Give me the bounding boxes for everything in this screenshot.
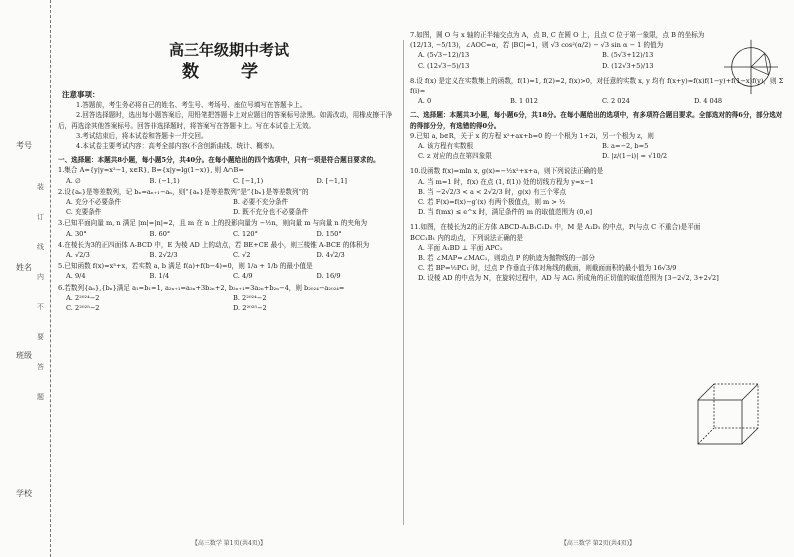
- option-a: A. (5√3−12)/13: [418, 51, 470, 60]
- option-d: D. 2²⁰²⁵−2: [233, 304, 267, 313]
- option-a: A. √2/3: [66, 251, 90, 260]
- class-label: 班级: [16, 351, 32, 360]
- question-options: [66, 293, 400, 313]
- unit-circle-figure: [722, 38, 780, 96]
- option-b: B. 1 012: [510, 97, 538, 106]
- option-c: C. 4/9: [233, 272, 253, 281]
- option-c: C. 2²⁰²⁵−2: [66, 304, 100, 313]
- option-c: C. 2 024: [602, 97, 630, 106]
- option-b: B. 60°: [149, 229, 171, 238]
- page-footer: 【高三数学 第1页(共4页)】: [191, 539, 267, 547]
- seal-char: 要: [37, 333, 44, 341]
- seal-char: 不: [37, 303, 44, 311]
- question-options: [66, 271, 400, 281]
- notice-heading: 注意事项：: [62, 90, 100, 99]
- notice-block: [58, 100, 400, 151]
- option-b: B. 必要不充分条件: [233, 198, 289, 207]
- seal-char: 答: [37, 363, 44, 371]
- subject-title: 数 学: [182, 62, 276, 82]
- option-a: A. 2²⁰²⁴−2: [66, 293, 100, 302]
- option-b: B. a=−2, b=5: [602, 142, 649, 151]
- option-a: A. 平面 A₁BD ⊥ 平面 APC₁: [418, 243, 503, 252]
- cube-figure: [692, 378, 764, 450]
- binding-line: [50, 0, 51, 557]
- option-a: A. 9/4: [66, 272, 86, 281]
- seal-char: 订: [37, 213, 44, 221]
- option-d: D. 4 048: [694, 97, 723, 106]
- page-footer: 【高三数学 第2页(共4页)】: [560, 539, 636, 547]
- option-b: B. 2²⁰²⁴−2: [233, 293, 267, 302]
- option-c: C. 若 BP=½PC₁ 时，过点 P 作垂直于体对角线的截面，则截面面积的最小值为 16√3/9: [418, 264, 677, 273]
- option-d: D. (12√3+5)/13: [602, 61, 654, 70]
- seal-char: 线: [37, 243, 44, 251]
- binding-strip: [0, 0, 62, 557]
- exam-title: 高三年级期中考试: [168, 41, 289, 59]
- q9-options: [418, 141, 786, 161]
- option-a: A. 当 m=1 时，f(x) 在点 (1, f(1)) 处的切线方程为 y=x−1: [418, 177, 594, 186]
- question-stem: 6.若数列{aₙ},{bₙ}满足 a₁=b₁=1, a₂ₙ₊₁=a₂ₙ+3b₂ₙ+2, b₂ₙ₊₁=3a₂ₙ+b₂ₙ−4，则 b₂₀₂₄−a₂₀₂₄=: [58, 283, 345, 292]
- notice-item: 4.本试卷主要考试内容：高考全部内容(不含创新曲线、统计、概率)。: [76, 142, 279, 151]
- question-stem: 2.设{aₙ}是等差数列，记 bₙ=aₙ₊₁−aₙ，则“{aₙ}是等差数列”是“{bₙ}是等差数列”的: [58, 187, 309, 196]
- seal-char: 题: [37, 393, 44, 401]
- question-list: [58, 165, 400, 313]
- seal-char: 装: [37, 183, 44, 191]
- name-label: 姓名: [16, 263, 32, 272]
- option-b: B. 若 ∠MAP=∠MAC₁，则动点 P 的轨迹为抛物线的一部分: [418, 254, 595, 263]
- option-d: D. 当 f(mx) ≤ e^x 时，满足条件的 m 的取值范围为 (0,e]: [418, 208, 593, 217]
- option-d: D. |z/(1−i)| = √10/2: [602, 152, 668, 161]
- question-stem: 9.已知 a, b∈R，关于 x 的方程 x²+ax+b=0 的一个根为 1+2i，另一个根为 z，则: [410, 131, 654, 140]
- question-stem: 5.已知函数 f(x)=x³+x，若实数 a, b 满足 f(a)+f(b−4)=0，则 1/a + 1/b 的最小值是: [58, 262, 313, 271]
- option-a: A. 30°: [66, 229, 87, 238]
- question-stem: 10.设函数 f(x)=mln x, g(x)=−½x²+x+a，则下列说法正确的是: [410, 167, 604, 176]
- notice-item: 2.回答选择题时，选出每小题答案后，用铅笔把答题卡上对应题目的答案标号涂黑。如需改动，用橡皮擦干净后，再选涂其他答案标号。回答非选择题时，将答案写在答题卡上。写在本试卷上无效。: [58, 111, 393, 130]
- option-c: C. z 对应的点在第四象限: [418, 152, 492, 161]
- option-b: B. 2√2/3: [149, 251, 178, 260]
- option-b: B. (−1,1): [149, 176, 180, 185]
- option-c: C. 若 F(x)=f(x)−g′(x) 有两个极值点，则 m > ½: [418, 198, 566, 207]
- option-a: A. 该方程有实数根: [418, 142, 474, 151]
- option-d: D. 16/9: [316, 272, 341, 281]
- exam-no-label: 考号: [16, 141, 32, 150]
- section-one-heading: 一、选择题：本题共8小题，每小题5分，共40分。在每小题给出的四个选项中，只有一项是符合题目要求的。: [58, 156, 380, 165]
- option-c: C. 充要条件: [66, 208, 102, 217]
- question-options: [66, 250, 400, 260]
- option-d: D. 设棱 AD 的中点为 N，在旋转过程中，AD 与 AC₁ 所成角的正切值的取值范围为 [3−2√2, 3+2√2]: [418, 274, 719, 283]
- q8-options: [418, 96, 786, 106]
- option-d: D. 既不充分也不必要条件: [233, 208, 309, 217]
- left-page: [58, 30, 400, 547]
- option-b: B. 1/4: [149, 272, 170, 281]
- option-c: C. [−1,1): [233, 176, 264, 185]
- notice-item: 1.答题前，考生务必将自己的姓名、考生号、考场号、座位号填写在答题卡上。: [76, 101, 307, 110]
- page-divider: [403, 40, 404, 525]
- option-c: C. 120°: [233, 229, 258, 238]
- question-stem: 4.在棱长为3的正四面体 A-BCD 中，E 为棱 AD 上的动点，若 BE+CE 最小，则三棱锥 A-BCE 的体积为: [58, 240, 370, 249]
- option-a: A. 充分不必要条件: [66, 198, 122, 207]
- option-d: D. 150°: [316, 229, 342, 238]
- question-stem: 3.已知平面向量 m, n 满足 |m|=|n|=2，且 m 在 n 上的投影向量为 −½n，则向量 m 与向量 n 的夹角为: [58, 219, 368, 228]
- option-a: A. ∅: [66, 176, 81, 185]
- question-stem: 8.设 f(x) 是定义在实数集上的函数，f(1)=1, f(2)=2, f(x)>0，对任意的实数 x, y 均有 f(x+y)=f(x)f(1−y)+f(1−x)f(y)，则 Σ f(i)=: [410, 76, 784, 96]
- q10-options: [418, 177, 786, 218]
- section-two-heading: 二、选择题：本题共3小题，每小题6分，共18分。在每小题给出的选项中，有多项符合题目要求。全部选对的得6分，部分选对的得部分分，有选错的得0分。: [410, 111, 783, 130]
- option-d: D. 4√2/3: [316, 251, 345, 260]
- notice-item: 3.考试结束后，将本试卷和答题卡一并交回。: [76, 131, 208, 140]
- option-b: B. 当 −2√2/3 < a < 2√2/3 时，g(x) 有三个零点: [418, 187, 567, 196]
- question-options: [66, 229, 400, 239]
- option-c: C. (12√3−5)/13: [418, 61, 470, 70]
- question-options: [66, 176, 400, 186]
- school-label: 学校: [16, 489, 32, 498]
- question-stem: 1.集合 A={y|y=x²−1, x∈R}, B={x|y=lg(1−x)}, 则 A∩B=: [58, 166, 244, 175]
- option-d: D. [−1,1]: [316, 176, 347, 185]
- question-options: [66, 197, 400, 217]
- option-a: A. 0: [418, 97, 432, 106]
- right-page: [410, 30, 786, 547]
- q11-options: [418, 243, 786, 284]
- question-stem: 7.如图，圆 O 与 x 轴的正半轴交点为 A，点 B, C 在圆 O 上，且点 C 位于第一象限，点 B 的坐标为(12/13, −5/13)，∠AOC=α，若 |BC|=1，则 √3 cos²(α/2) − √3 sin α − 1 的值为: [410, 31, 705, 50]
- option-c: C. √2: [233, 251, 251, 260]
- question-stem: 11.如图，在棱长为2的正方体 ABCD-A₁B₁C₁D₁ 中，M 是 A₁D₁ 的中点，P(与点 C 不重合)是平面 BCC₁B₁ 内的动点，下列说法正确的是: [410, 223, 701, 242]
- seal-char: 内: [37, 273, 44, 281]
- option-b: B. (5√3+12)/13: [602, 51, 654, 60]
